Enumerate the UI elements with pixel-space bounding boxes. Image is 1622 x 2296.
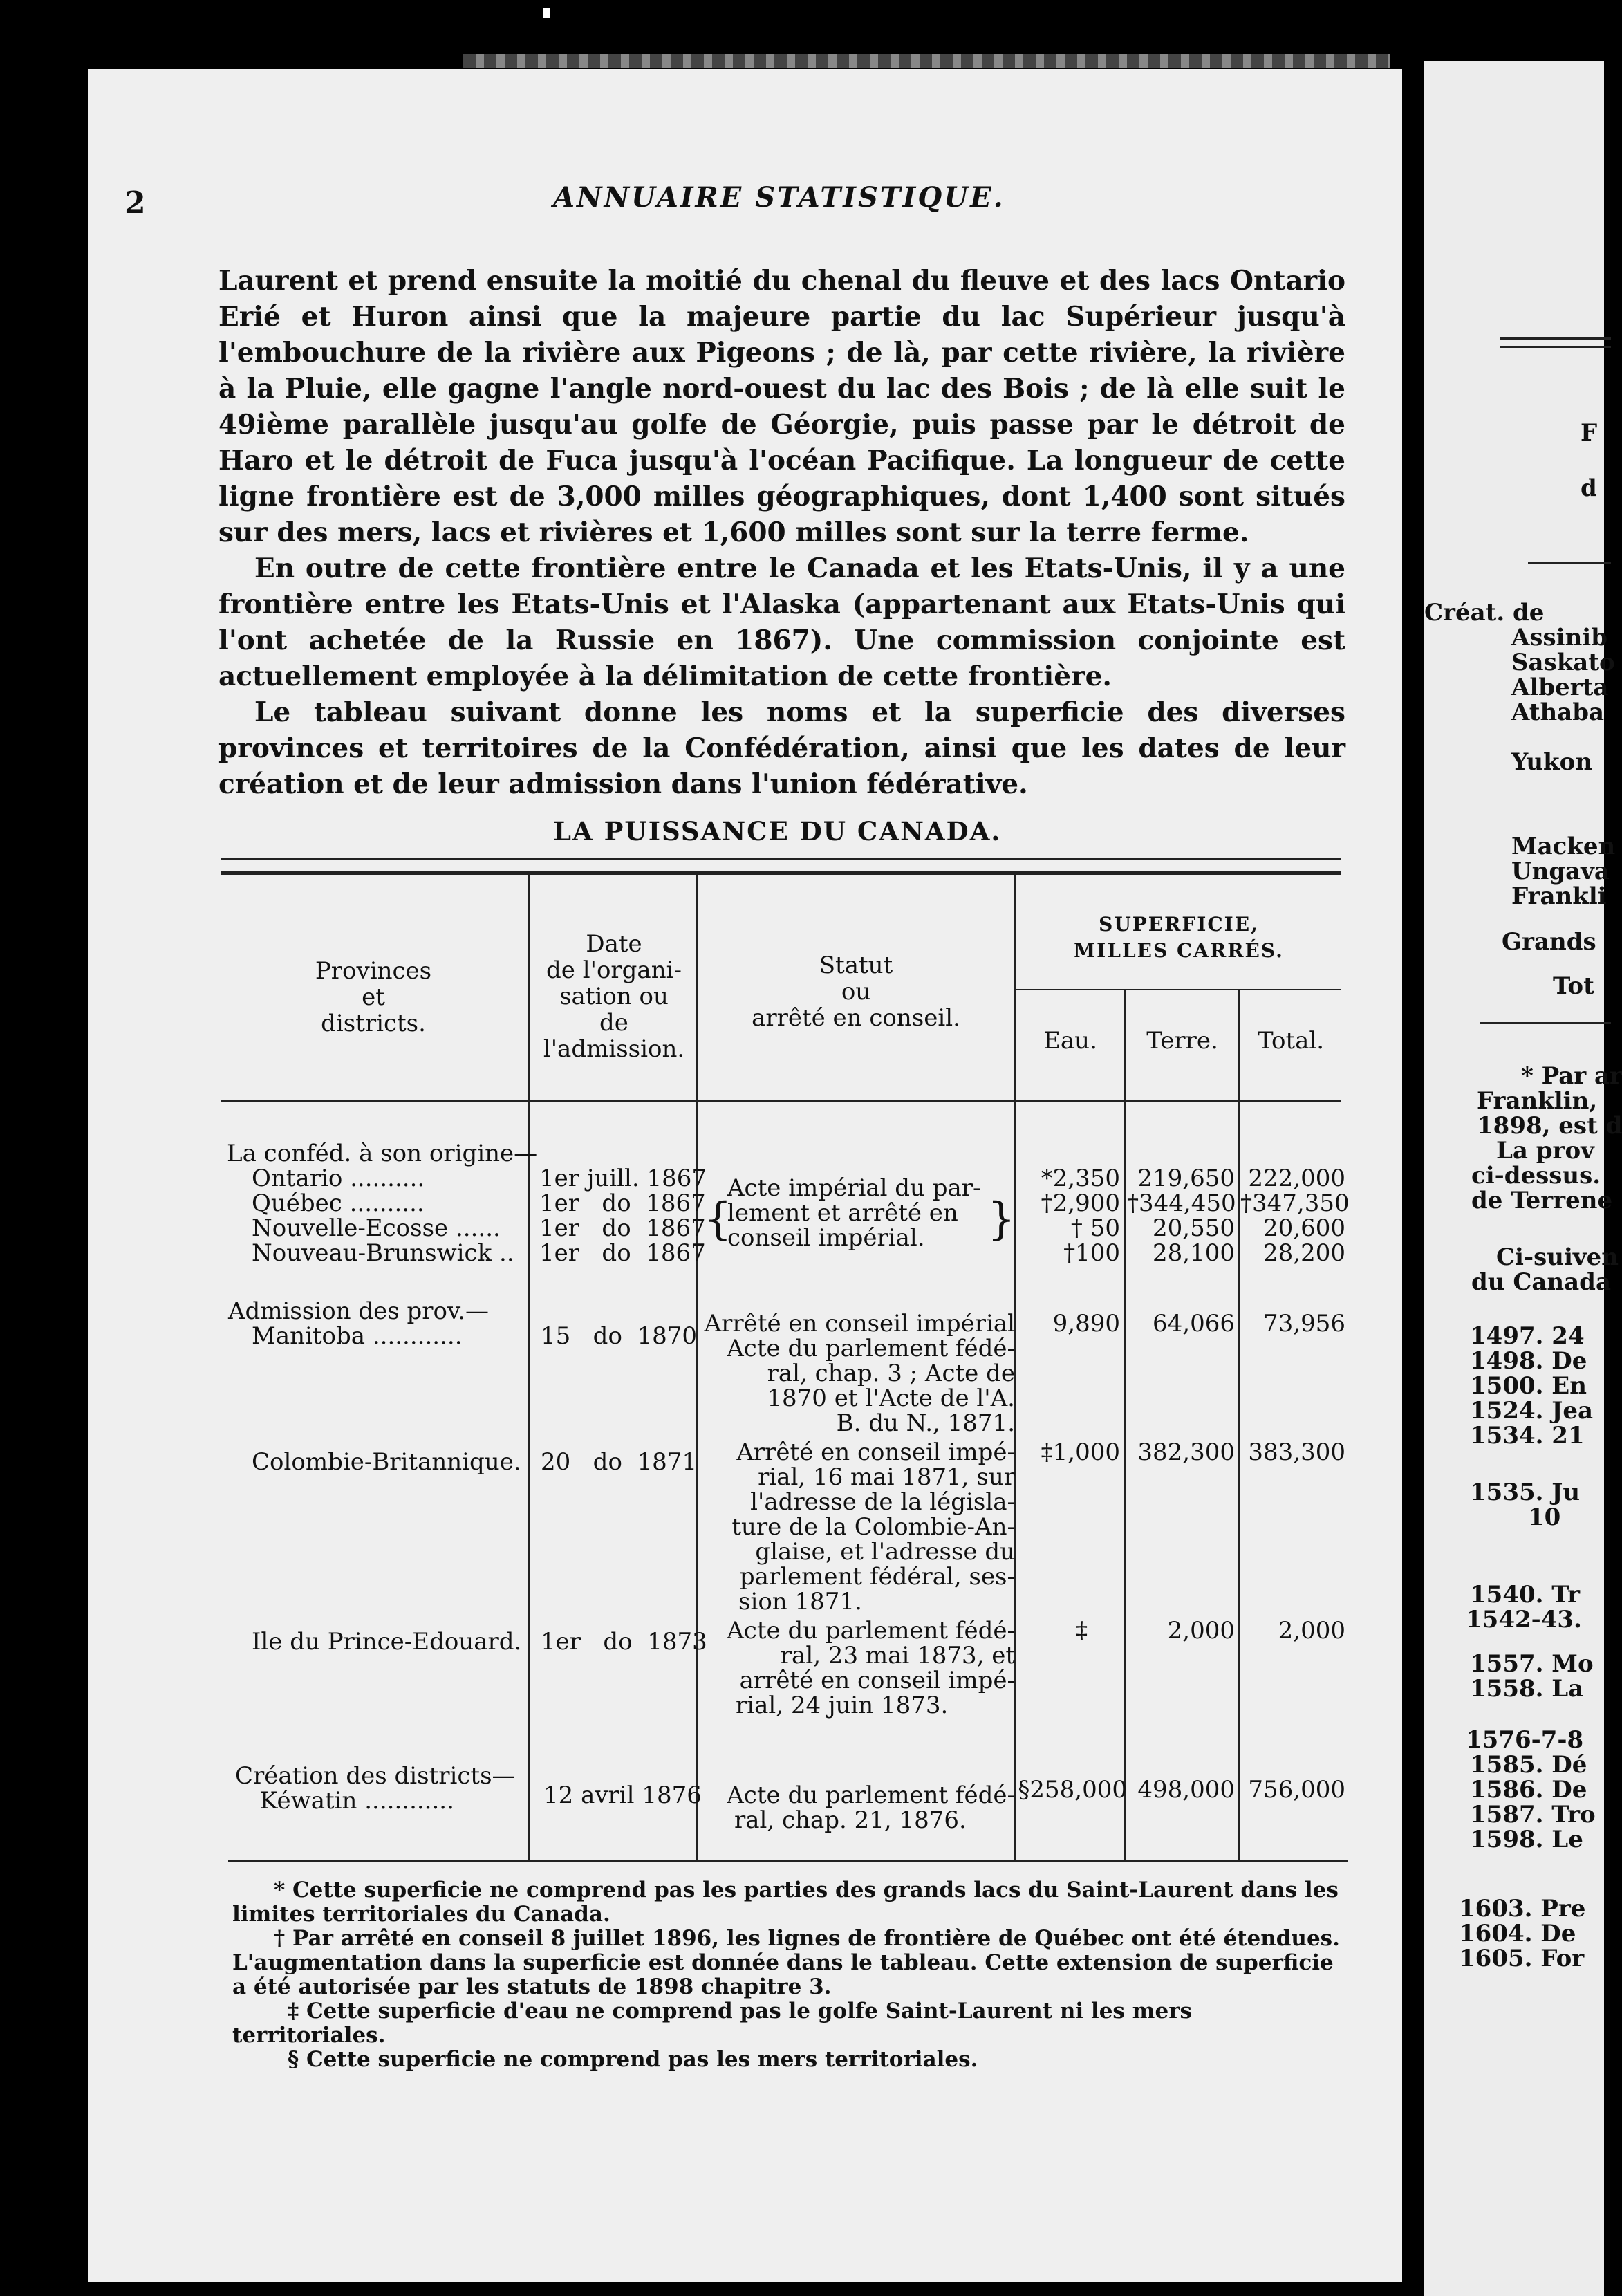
- rp-text: 1585. Dé: [1470, 1751, 1587, 1779]
- row-date-ontario: 1er juill. 1867: [539, 1165, 707, 1192]
- row-name-ile-du-prince-edouard: Ile du Prince-Edouard.: [252, 1628, 522, 1656]
- statut-group1: Acte impérial du par- lement et arrêté en conseil impérial.: [727, 1174, 981, 1252]
- rp-text: 1498. De: [1470, 1347, 1587, 1375]
- paragraph-3: Le tableau suivant donne les noms et la superficie des diverses provinces et territoires de la Confédération, ainsi que les dates de leur création et de leur admission dans l'union fédérative.: [218, 696, 1345, 800]
- col-rule-4: [1124, 989, 1126, 1860]
- table-bottom-rule: [228, 1860, 1348, 1862]
- row-terre-colombie-britannique: 382,300: [1137, 1438, 1235, 1466]
- rp-text: * Par ar: [1521, 1062, 1622, 1090]
- row-name-nouveau-brunswick: Nouveau-Brunswick ..: [252, 1239, 514, 1267]
- rp-text: Frankli: [1511, 882, 1607, 910]
- header-eau: Eau.: [1043, 1027, 1097, 1055]
- row-eau-manitoba: 9,890: [1052, 1310, 1120, 1337]
- row-total-nouvelle-ecosse: 20,600: [1263, 1214, 1345, 1242]
- header-terre: Terre.: [1146, 1027, 1218, 1055]
- rp-text: Assinib: [1511, 624, 1607, 651]
- col-rule-1: [528, 875, 530, 1860]
- rp-text: 1598. Le: [1470, 1826, 1583, 1853]
- row-date-quebec: 1er do 1867: [539, 1189, 706, 1217]
- rp-text: du Canada: [1471, 1268, 1611, 1296]
- rp-text: Grands: [1502, 928, 1596, 956]
- row-name-ontario: Ontario ..........: [252, 1165, 425, 1192]
- row-eau-ontario: *2,350: [1041, 1165, 1120, 1192]
- group-heading-districts: Création des districts—: [235, 1762, 516, 1790]
- header-total: Total.: [1257, 1027, 1325, 1055]
- rp-text: Tot: [1553, 972, 1594, 1000]
- row-terre-ile-du-prince-edouard: 2,000: [1167, 1617, 1235, 1645]
- row-date-manitoba: 15 do 1870: [541, 1322, 698, 1350]
- paragraph-2: En outre de cette frontière entre le Canada et les Etats-Unis, il y a une frontière entre les Etats-Unis et l'Alaska (appartenant aux Etats-Unis qui l'ont achetée de la Russie en 1867). Une commission conjointe est actuellement employée à la délimitation de cette frontière.: [218, 553, 1345, 692]
- row-date-colombie-britannique: 20 do 1871: [541, 1448, 698, 1476]
- row-name-colombie-britannique: Colombie-Britannique.: [252, 1448, 521, 1476]
- rp-text: 1542-43.: [1466, 1606, 1582, 1633]
- row-date-nouvelle-ecosse: 1er do 1867: [539, 1214, 706, 1242]
- right-page-fragment: [1424, 61, 1622, 2296]
- header-provinces: Provinces et districts.: [315, 957, 432, 1037]
- rp-text: 1540. Tr: [1470, 1581, 1581, 1609]
- row-eau-quebec: †2,900: [1041, 1189, 1120, 1217]
- header-date: Date de l'organi- sation ou de l'admission.: [543, 930, 685, 1063]
- row-name-nouvelle-ecosse: Nouvelle-Ecosse ......: [252, 1214, 501, 1242]
- footnote-double-dagger: ‡ Cette superficie d'eau ne comprend pas le golfe Saint-Laurent ni les mers territoriales.: [232, 1999, 1192, 2048]
- row-eau-kewatin: §258,000: [1018, 1776, 1127, 1804]
- brace-left: {: [704, 1194, 732, 1245]
- table-top-rule: [221, 858, 1341, 860]
- row-date-kewatin: 12 avril 1876: [543, 1781, 702, 1809]
- rp-text: 1898, est d: [1477, 1112, 1622, 1140]
- statut-kewatin: Acte du parlement fédé- ral, chap. 21, 1876.: [727, 1781, 1015, 1834]
- row-total-ontario: 222,000: [1248, 1165, 1345, 1192]
- running-head: ANNUAIRE STATISTIQUE.: [553, 181, 1005, 214]
- rp-text: 10: [1528, 1503, 1561, 1531]
- superficie-sub-rule: [1016, 989, 1341, 990]
- row-eau-ile-du-prince-edouard: ‡: [1076, 1617, 1088, 1645]
- row-name-quebec: Québec ..........: [252, 1189, 425, 1217]
- row-eau-nouvelle-ecosse: † 50: [1070, 1214, 1120, 1242]
- rp-text: ci-dessus.: [1471, 1162, 1601, 1189]
- rp-text: 1603. Pre: [1459, 1895, 1586, 1923]
- rp-text: 1576-7-8: [1466, 1726, 1584, 1754]
- scan-edge-strip: [463, 54, 1390, 68]
- row-total-nouveau-brunswick: 28,200: [1263, 1239, 1345, 1267]
- page-number: 2: [124, 185, 146, 221]
- rp-text: 1534. 21: [1470, 1422, 1585, 1450]
- rp-text: Alberta: [1511, 674, 1609, 701]
- rp-rule-2: [1500, 346, 1611, 348]
- footnote-dagger: † Par arrêté en conseil 8 juillet 1896, les lignes de frontière de Québec ont été étendues. L'augmentation dans la superficie est donnée dans le tableau. Cette extension de superficie a été autorisée par les statuts de 1898 chapitre 3.: [232, 1926, 1340, 1999]
- footnote-section: § Cette superficie ne comprend pas les mers territoriales.: [288, 2047, 978, 2072]
- rp-text: 1604. De: [1459, 1920, 1576, 1947]
- rp-text: Créat. de: [1424, 599, 1545, 627]
- row-terre-nouvelle-ecosse: 20,550: [1153, 1214, 1235, 1242]
- row-terre-quebec: †344,450: [1127, 1189, 1236, 1217]
- rp-text: Franklin,: [1477, 1087, 1598, 1115]
- table-top-rule-thick: [221, 871, 1341, 875]
- rp-text: 1500. En: [1470, 1372, 1587, 1400]
- row-terre-ontario: 219,650: [1137, 1165, 1235, 1192]
- rp-rule-4: [1480, 1022, 1611, 1024]
- row-terre-manitoba: 64,066: [1153, 1310, 1235, 1337]
- row-name-kewatin: Kéwatin ............: [260, 1787, 454, 1815]
- row-total-manitoba: 73,956: [1263, 1310, 1345, 1337]
- rp-text: La prov: [1496, 1137, 1594, 1165]
- header-bottom-rule: [221, 1100, 1341, 1102]
- rp-text: 1524. Jea: [1470, 1397, 1594, 1425]
- row-total-colombie-britannique: 383,300: [1248, 1438, 1345, 1466]
- rp-text: Saskato: [1511, 649, 1615, 676]
- rp-rule-3: [1528, 562, 1611, 564]
- row-date-nouveau-brunswick: 1er do 1867: [539, 1239, 706, 1267]
- footnotes: [232, 1878, 1352, 2072]
- header-statut: Statut ou arrêté en conseil.: [752, 952, 960, 1032]
- table-title: LA PUISSANCE DU CANADA.: [553, 816, 1002, 846]
- rp-text: Macken: [1511, 833, 1616, 860]
- rp-text: 1586. De: [1470, 1776, 1587, 1804]
- paragraph-1: Laurent et prend ensuite la moitié du chenal du fleuve et des lacs Ontario Erié et Huron ainsi que la majeure partie du lac Supérieur jusqu'à l'embouchure de la rivière aux Pigeons ; de là, par cette rivière, la rivière à la Pluie, elle gagne l'angle nord-ouest du lac des Bois ; de là elle suit le 49ième parallèle jusqu'au golfe de Géorgie, puis passe par le détroit de Haro et le détroit de Fuca jusqu'à l'océan Pacifique. La longueur de cette ligne frontière est de 3,000 milles géographiques, dont 1,400 sont situés sur des mers, lacs et rivières et 1,600 milles sont sur la terre ferme.: [218, 265, 1345, 548]
- rp-text: Athaba: [1511, 698, 1605, 726]
- rp-text: d: [1581, 474, 1597, 502]
- row-total-quebec: †347,350: [1240, 1189, 1350, 1217]
- row-eau-colombie-britannique: ‡1,000: [1041, 1438, 1120, 1466]
- rp-text: 1535. Ju: [1470, 1479, 1581, 1506]
- statut-colombie-britannique: Arrêté en conseil impé- rial, 16 mai 1871, sur l'adresse de la législa- ture de la Colombie-An- glaise, et l'adresse du parlement fédéral, ses- sion 1871.: [731, 1438, 1015, 1615]
- row-name-manitoba: Manitoba ............: [252, 1322, 463, 1350]
- rp-text: de Terrene: [1471, 1187, 1613, 1214]
- rp-text: 1557. Mo: [1470, 1650, 1594, 1678]
- rp-text: Yukon: [1511, 748, 1592, 776]
- col-rule-5: [1238, 989, 1240, 1860]
- row-total-ile-du-prince-edouard: 2,000: [1278, 1617, 1345, 1645]
- footnote-star: * Cette superficie ne comprend pas les parties des grands lacs du Saint-Laurent dans les limites territoriales du Canada.: [232, 1878, 1339, 1927]
- row-date-ile-du-prince-edouard: 1er do 1873: [541, 1628, 707, 1656]
- row-terre-nouveau-brunswick: 28,100: [1153, 1239, 1235, 1267]
- rp-text: Ungava: [1511, 858, 1610, 885]
- group-heading-admission: Admission des prov.—: [228, 1297, 489, 1325]
- rp-text: 1587. Tro: [1470, 1801, 1596, 1829]
- rp-text: 1605. For: [1459, 1945, 1585, 1972]
- rp-text: Ci-suiven: [1496, 1243, 1619, 1271]
- row-eau-nouveau-brunswick: †100: [1063, 1239, 1120, 1267]
- group-heading-origin: La conféd. à son origine—: [227, 1140, 538, 1167]
- brace-right: }: [987, 1194, 1016, 1245]
- scan-speck: [543, 8, 550, 18]
- col-rule-2: [696, 875, 698, 1860]
- rp-text: 1497. 24: [1470, 1322, 1585, 1350]
- row-total-kewatin: 756,000: [1248, 1776, 1345, 1804]
- body-text: [218, 263, 1345, 802]
- rp-text: 1558. La: [1470, 1675, 1584, 1703]
- row-terre-kewatin: 498,000: [1137, 1776, 1235, 1804]
- rp-text: F: [1581, 419, 1598, 447]
- rp-rule-1: [1500, 337, 1611, 340]
- statut-ile-du-prince-edouard: Acte du parlement fédé- ral, 23 mai 1873, et arrêté en conseil impé- rial, 24 juin 1873.: [727, 1617, 1015, 1719]
- statut-manitoba: Arrêté en conseil impérial Acte du parlement fédé- ral, chap. 3 ; Acte de 1870 et l'Acte de l'A. B. du N., 1871.: [704, 1310, 1015, 1437]
- header-superficie: SUPERFICIE, MILLES CARRÉS.: [1074, 913, 1284, 962]
